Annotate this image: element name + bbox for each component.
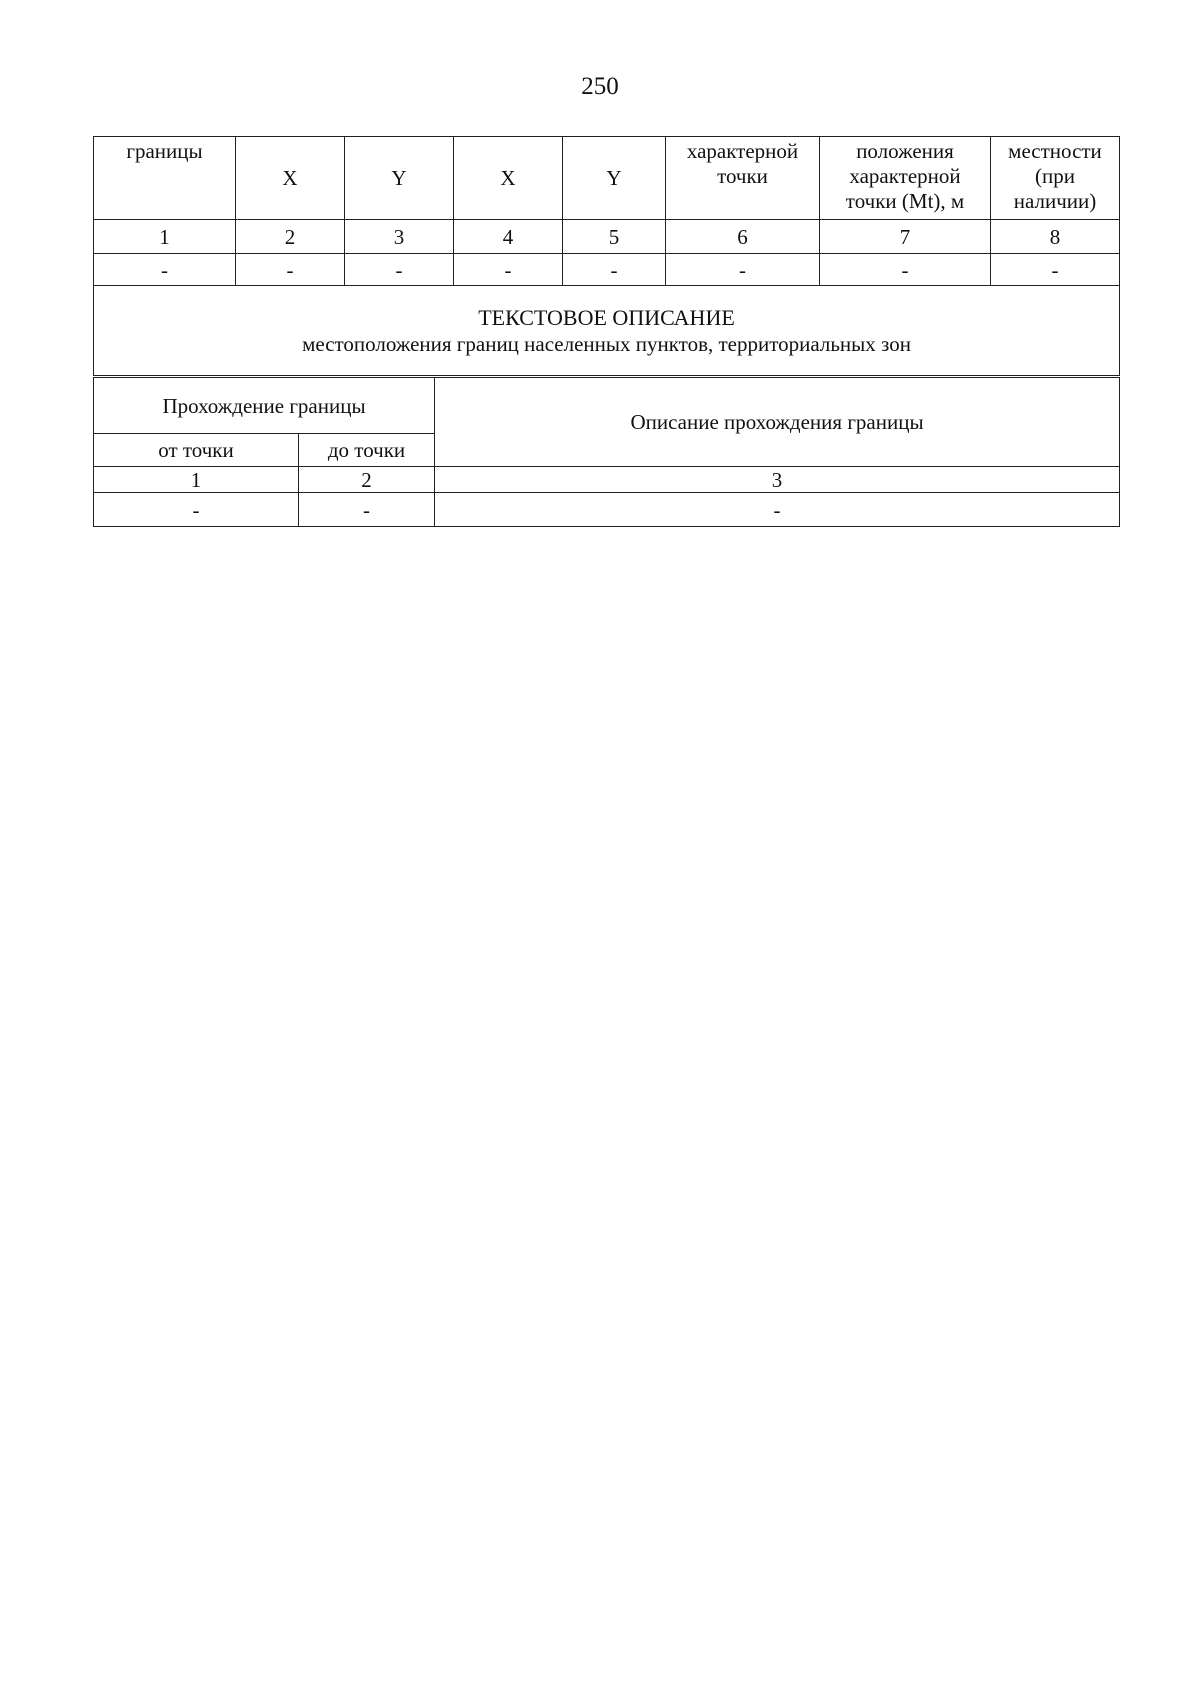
header-col6-line2: точки <box>717 164 768 188</box>
header-col8-line1: местности <box>1008 139 1102 163</box>
table-cell: - <box>454 254 563 286</box>
column-number: 1 <box>94 467 299 493</box>
header-characteristic-point <box>666 137 820 220</box>
column-number: 4 <box>454 220 563 254</box>
header-terrain <box>991 137 1120 220</box>
page-number: 250 <box>581 73 619 100</box>
boundary-passage-table <box>93 377 1120 527</box>
header-col8-line3: наличии) <box>1013 189 1097 213</box>
coordinates-table <box>93 136 1120 376</box>
passage-header: Прохождение границы <box>94 378 435 434</box>
table-cell: - <box>94 254 236 286</box>
table-cell: - <box>991 254 1120 286</box>
header-col7-line1: положения <box>856 139 954 163</box>
table-cell: - <box>299 493 435 527</box>
column-number: 2 <box>299 467 435 493</box>
header-y-1-label: Y <box>391 165 407 190</box>
table-cell: - <box>435 493 1120 527</box>
text-description-subtitle: местоположения границ населенных пунктов, территориальных зон <box>302 331 911 356</box>
text-description-cell <box>94 286 1120 376</box>
table-cell: - <box>94 493 299 527</box>
text-description-title: ТЕКСТОВОЕ ОПИСАНИЕ <box>478 304 735 330</box>
to-point-header: до точки <box>299 434 435 467</box>
table-cell: - <box>563 254 666 286</box>
header-x-1-label: X <box>282 165 298 190</box>
passage-header-row <box>94 378 1120 434</box>
table-cell: - <box>236 254 345 286</box>
header-x-2 <box>454 137 563 220</box>
header-y-1 <box>345 137 454 220</box>
column-number: 3 <box>345 220 454 254</box>
table-row <box>94 254 1120 286</box>
table-row <box>94 493 1120 527</box>
from-point-header: от точки <box>94 434 299 467</box>
column-number-row <box>94 467 1120 493</box>
column-number: 1 <box>94 220 236 254</box>
column-number: 6 <box>666 220 820 254</box>
header-y-2 <box>563 137 666 220</box>
column-number: 8 <box>991 220 1120 254</box>
table-cell: - <box>820 254 991 286</box>
header-col8-line2: (при <box>1035 164 1075 188</box>
table-cell: - <box>345 254 454 286</box>
header-col7-line3: точки (Mt), м <box>845 189 965 213</box>
column-number: 5 <box>563 220 666 254</box>
header-boundary-label: границы <box>126 139 203 163</box>
header-boundary <box>94 137 236 220</box>
header-col7-line2: характерной <box>849 164 961 188</box>
coordinates-header-row <box>94 137 1120 220</box>
table-cell: - <box>666 254 820 286</box>
column-number: 7 <box>820 220 991 254</box>
column-number-row <box>94 220 1120 254</box>
description-header: Описание прохождения границы <box>435 378 1120 467</box>
column-number: 2 <box>236 220 345 254</box>
header-position-accuracy <box>820 137 991 220</box>
header-x-2-label: X <box>500 165 516 190</box>
header-col6-line1: характерной <box>686 139 799 163</box>
header-x-1 <box>236 137 345 220</box>
column-number: 3 <box>435 467 1120 493</box>
text-description-row <box>94 286 1120 376</box>
header-y-2-label: Y <box>606 165 622 190</box>
